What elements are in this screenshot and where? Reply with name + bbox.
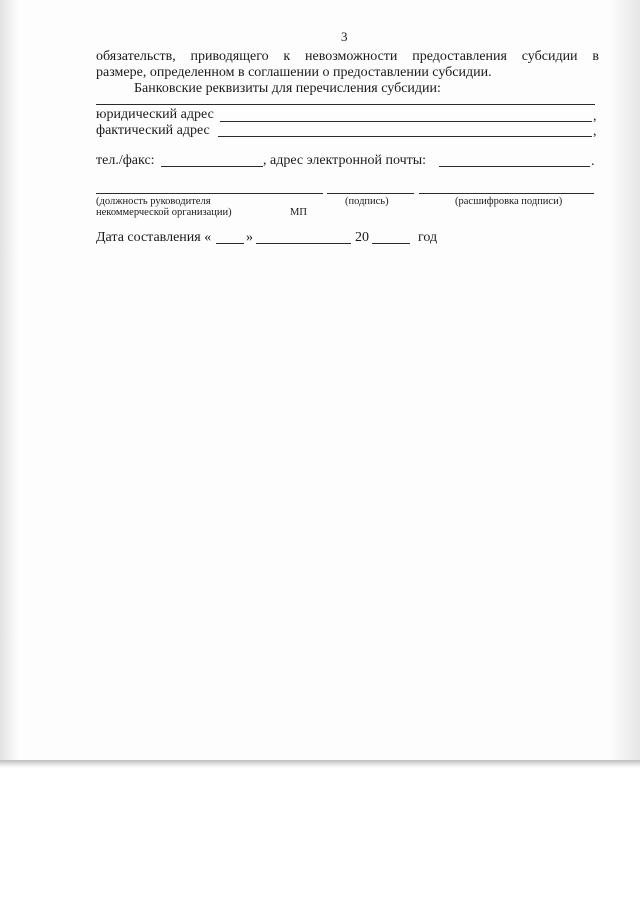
scan-shadow-right [610,0,640,762]
actual-address-field[interactable] [218,136,592,137]
date-year-suffix: год [418,230,438,245]
page-number: 3 [341,29,348,44]
word: в [592,49,599,64]
email-label: , адрес электронной почты: [263,153,427,168]
seal-label: МП [290,207,307,218]
date-year-prefix: 20 [355,230,369,245]
bank-details-intro: Банковские реквизиты для перечисления субсидии: [134,81,441,96]
legal-address-label: юридический адрес [96,107,214,122]
position-caption-line-1: (должность руководителя [96,196,211,207]
scan-shadow-left [0,0,18,762]
page-bottom-edge [0,760,640,768]
word: обязательств, [96,49,176,64]
position-field[interactable] [96,193,323,194]
actual-address-label: фактический адрес [96,123,210,138]
legal-address-comma: , [593,109,597,124]
date-day-field[interactable] [216,243,244,244]
signature-caption: (подпись) [345,196,389,207]
word: невозможности [305,49,398,64]
date-month-field[interactable] [256,243,351,244]
phone-fax-label: тел./факс: [96,153,155,168]
signature-field[interactable] [327,193,414,194]
word: к [283,49,291,64]
date-year-field[interactable] [372,243,410,244]
date-close-quote: » [246,230,253,245]
actual-address-comma: , [593,124,597,139]
position-caption-line-2: некоммерческой организации) [96,207,232,218]
phone-fax-field[interactable] [161,166,263,167]
paragraph-line-1 [96,49,599,65]
word: субсидии [521,49,578,64]
legal-address-field[interactable] [220,121,592,122]
word: предоставления [412,49,507,64]
bank-details-line[interactable] [96,104,595,105]
word: приводящего [190,49,269,64]
email-field[interactable] [439,166,590,167]
signature-decoding-field[interactable] [419,193,594,194]
date-label: Дата составления « [96,230,212,245]
paragraph-line-2: размере, определенном в соглашении о предоставлении субсидии. [96,65,492,80]
email-period: . [591,154,595,169]
decoding-caption: (расшифровка подписи) [455,196,563,207]
